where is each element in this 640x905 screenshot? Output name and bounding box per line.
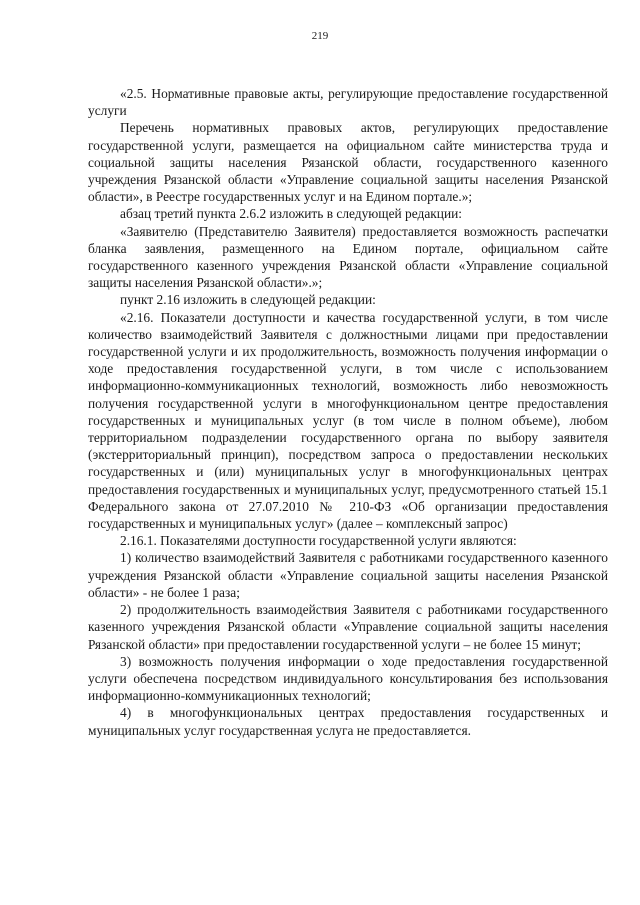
paragraph: 1) количество взаимодействий Заявителя с работниками государственного казенного учреждения Рязанской области «Управление социальной защиты населения Рязанской области» - не более 1 раза; [88, 550, 608, 600]
paragraph: 4) в многофункциональных центрах предоставления государственных и муниципальных услуг государственная услуга не предоставляется. [88, 705, 608, 738]
page-number: 219 [311, 30, 329, 42]
paragraph: пункт 2.16 изложить в следующей редакции: [120, 292, 376, 308]
document-body [88, 85, 608, 739]
paragraph: 2.16.1. Показателями доступности государственной услуги являются: [120, 533, 517, 549]
paragraph: Перечень нормативных правовых актов, регулирующих предоставление государственной услуги, размещается на официальном сайте министерства труда и социальной защиты населения Рязанской области, государственного казенного учреждения Рязанской области «Управление социальной защиты населения Рязанской области», в Реестре государственных услуг и на Едином портале.»; [88, 120, 608, 205]
paragraph: «2.16. Показатели доступности и качества государственной услуги, в том числе количество взаимодействий Заявителя с должностными лицами при предоставлении государственной услуги и их продолжительность, возможность получения информации о ходе предоставления государственной услуги, в том числе с использованием информационно-коммуникационных технологий, возможность либо невозможность получения государственной услуги в многофункциональном центре предоставления государственных и муниципальных услуг (в том числе в полном объеме), любом территориальном подразделении государственного органа по выбору заявителя (экстерриториальный принцип), посредством запроса о предоставлении нескольких государственных и (или) муниципальных услуг в многофункциональных центрах предоставления государственных и муниципальных услуг, предусмотренного статьей 15.1 Федерального закона от 27.07.2010 № 210-ФЗ «Об организации предоставления государственных и муниципальных услуг» (далее – комплексный запрос) [88, 309, 608, 532]
paragraph: «Заявителю (Представителю Заявителя) предоставляется возможность распечатки бланка заявления, размещенного на Едином портале, официальном сайте государственного казенного учреждения Рязанской области «Управление социальной защиты населения Рязанской области».»; [88, 223, 608, 291]
paragraph: 3) возможность получения информации о ходе предоставления государственной услуги обеспечена посредством индивидуального консультирования без использования информационно-коммуникационных технологий; [88, 653, 608, 704]
paragraph: «2.5. Нормативные правовые акты, регулирующие предоставление государственной услуги [88, 86, 608, 119]
paragraph: 2) продолжительность взаимодействия Заявителя с работниками государственного казенного учреждения Рязанской области «Управление социальной защиты населения Рязанской области» при предоставлении государственной услуги – не более 15 минут; [88, 602, 608, 652]
paragraph: абзац третий пункта 2.6.2 изложить в следующей редакции: [120, 206, 462, 222]
